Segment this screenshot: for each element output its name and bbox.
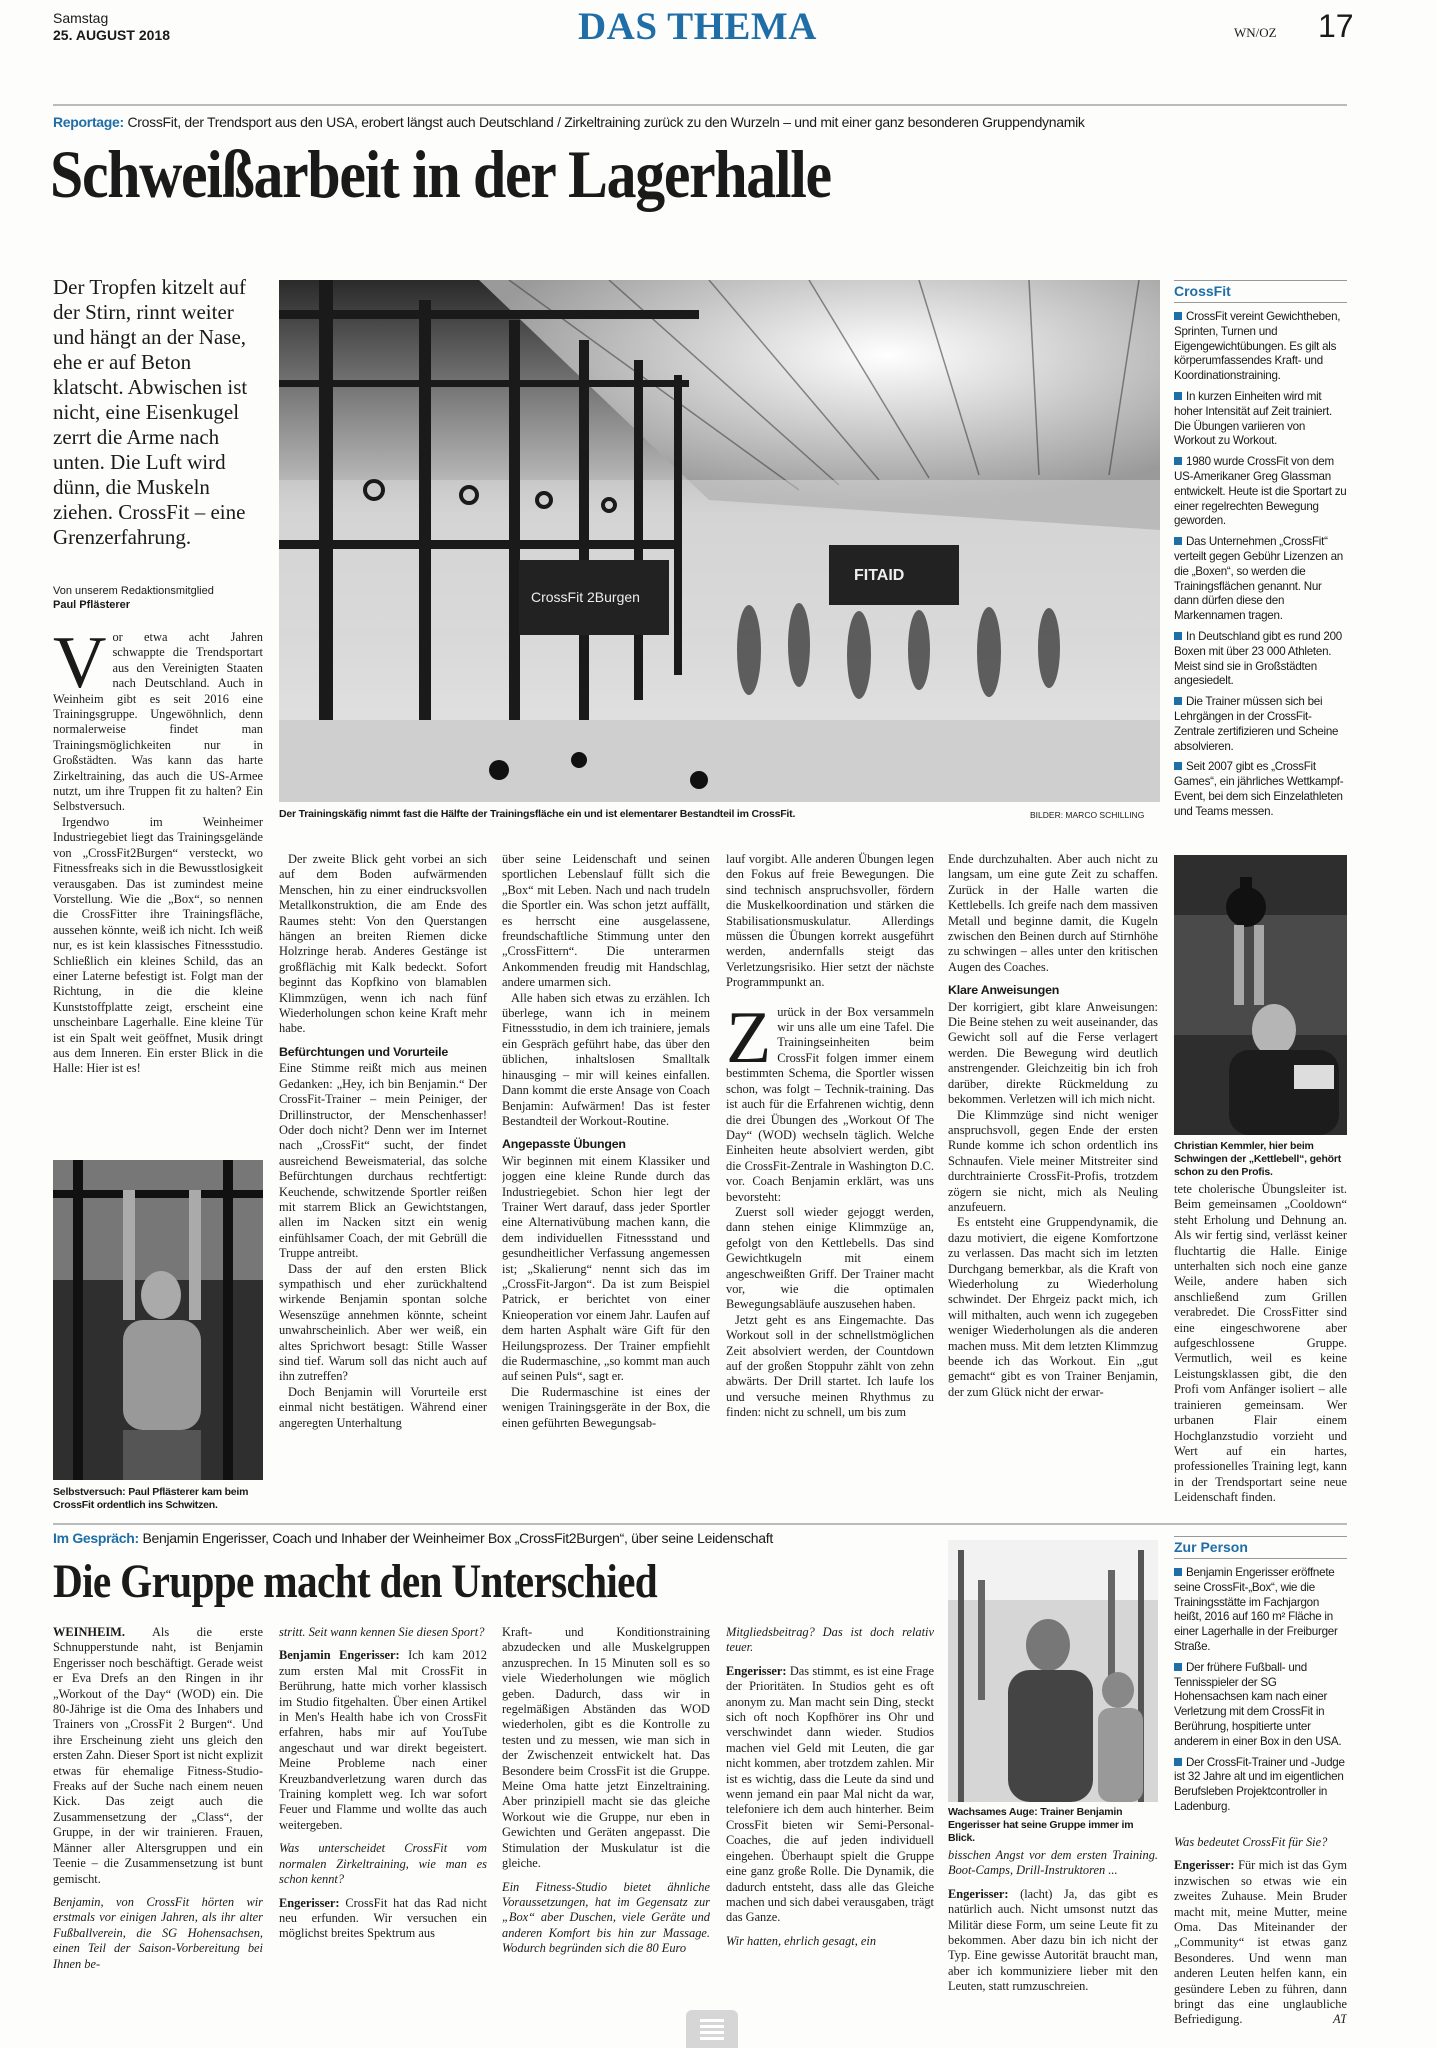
interview-headline: Die Gruppe macht den Unterschied (53, 1555, 658, 1608)
paragraph: Dass der auf den ersten Blick sympathisch und eher zurückhaltend wirkende Benjamin spontan solche Wesenszüge annehmen könnte, scheint unwahrscheinlich. Aber wer weiß, ein altes Sprichwort besagt: Stille Wasser sind tief. Warum soll das nicht auch auf ihn zutreffen? (279, 1261, 487, 1384)
interview-column-6 (1174, 1835, 1347, 2035)
main-photo-training-cage (279, 280, 1160, 802)
dropcap-v: V (53, 630, 107, 704)
paragraph: or etwa acht Jahren schwappte die Trendsportart aus den Vereinigten Staaten nach Deutschland. Auch in Weinheim gibt es seit 2016 eine Trainingsgruppe. Ungewöhnlich, denn normalerweise findet man Trainingsmöglichkeiten nur in Großstädten. Was kann das harte Zirkeltraining, das auch die US-Armee nutzt, um ihre Truppen fit zu halten? Ein Selbstversuch. (53, 630, 263, 814)
bullet-square-icon (1174, 1663, 1182, 1671)
answer: Kraft- und Konditionstraining abzudecken und alle Muskelgruppen anzusprechen. In 15 Minuten soll es so viele Wiederholungen wie möglich geben. Dadurch, dass wir in regelmäßigen Abständen das WOD wiederholen, gibt es die Kontrolle zu testen und zu messen, wie man sich in der Zwischenzeit entwickelt hat. Das Besondere beim CrossFit ist die Gruppe. Meine Oma hatte jetzt Einzeltraining. Aber prinzipiell macht sie das gleiche Workout wie die Gruppe, nur eben in Gewichten und Geräten angepasst. Die Stimulation der Muskulatur ist die gleiche. (502, 1625, 710, 1871)
edition-label: WN/OZ (1234, 25, 1277, 40)
training-cage-illustration (279, 280, 1160, 802)
fact-item (1174, 535, 1347, 624)
interview-kicker-label: Im Gespräch: (53, 1530, 139, 1546)
kettlebell-caption: Christian Kemmler, hier beim Schwingen der „Kettlebell“, gehört schon zu den Profis. (1174, 1140, 1342, 1178)
report-column-3 (502, 852, 710, 1507)
speaker-name: Engerisser: (1174, 1858, 1235, 1873)
question: Mitgliedsbeitrag? Das ist doch relativ teuer. (726, 1625, 934, 1655)
fact-item (1174, 390, 1347, 449)
interview-column-1 (53, 1625, 263, 2030)
paragraph: Wir beginnen mit einem Klassiker und joggen eine kleine Runde durch das Industriegebiet. Schon hier legt der Trainer Wert darauf, dass jeder Sportler eine Alternativübung machen kann, die dem individuellen Fitnessstand und gesundheitlicher Verfassung angemessen ist; „Skalierung“ nennt sich das im „CrossFit-Jargon“. Da ist zum Beispiel Patrick, er berichtet von einer Knieoperation vor einem Jahr. Laufen auf dem harten Asphalt wäre Gift für den Heilungsprozess. Der Trainer empfiehlt die Rudermaschine, „so kommt man auch auf seinen Puls“, sagt er. (502, 1153, 710, 1384)
paragraph: Der korrigiert, gibt klare Anweisungen: Die Beine stehen zu weit auseinander, das Gewicht soll auf die Ferse verlagert werden. Die Bewegung wird deutlich anstrengender. Gleichzeitig bin ich froh darüber, direkte Rückmeldung zu bekommen. Verletzen will ich mich nicht. (948, 999, 1158, 1107)
coach-caption: Wachsames Auge: Trainer Benjamin Engerisser hat seine Gruppe immer im Blick. (948, 1806, 1134, 1844)
question: Benjamin, von CrossFit hörten wir erstmals vor einigen Jahren, als ihr alter Fußballverein, die SG Hohensachsen, einen Teil der Saison-Vorbereitung bei Ihnen be- (53, 1894, 263, 1971)
kettlebell-photo (1174, 855, 1347, 1135)
answer: (lacht) Ja, das gibt es natürlich auch. Nicht umsonst nutzt das Militär diese Form, um seine Leute fit zu bekommen. Aber dazu bin ich nicht der Typ. Eine gewisse Autorität braucht man, aber ich kommuniziere lieber mit den Leuten, statt rumzuschreien. (948, 1886, 1158, 1994)
bullet-square-icon (1174, 312, 1182, 320)
answer: Ich kam 2012 zum ersten Mal mit CrossFit in Berührung, hatte mich vorher klassisch im Studio fitgehalten. Über einen Artikel in Men's Health habe ich von CrossFit erfahren, habs mir auf YouTube angeschaut und war direkt begeistert. Meine Probleme nach einer Kreuzbandverletzung waren durch das Training komplett weg. Ich war sofort Feuer und Flamme und wollte das auch weitergeben. (279, 1648, 487, 1832)
fact-item (1174, 1756, 1347, 1815)
paragraph: Jetzt geht es ans Eingemachte. Das Workout soll in der schnellstmöglichen Zeit absolviert werden, der Countdown auf der großen Stoppuhr zählt von zehn abwärts. Der Drill startet. Ich laufe los und versuche meinen Rhythmus zu finden: nicht zu schnell, um bis zum (726, 1312, 934, 1420)
paragraph: Eine Stimme reißt mich aus meinen Gedanken: „Hey, ich bin Benjamin.“ Der CrossFit-Trainer – mein Peiniger, der Drillinstructor, der Menschenhasser! Oder doch nicht? Denn wer im Internet nach „CrossFit“ sucht, der findet ausreichend Beweismaterial, das solche Befürchtungen durchaus rechtfertigt: Keuchende, schwitzende Sportler reißen mit starrem Blick an Gewichtstangen, allen im Nacken sitzt ein wenig einfühlsamer Coach, der mit Gebrüll die Truppe antreibt. (279, 1061, 487, 1261)
person-top-rule (1174, 1536, 1347, 1537)
fact-text: 1980 wurde CrossFit von dem US-Amerikaner Greg Glassman entwickelt. Heute ist die Sportart zu einer regelrechten Bewegung geworden. (1174, 455, 1347, 528)
paragraph: Zuerst soll wieder gejoggt werden, dann stehen einige Klimmzüge an, gefolgt von den Kettlebells. Das sind Gewichtkugeln mit einem angeschweißten Griff. Der Trainer macht vor, wie die optimalen Bewegungsabläufe auszusehen haben. (726, 1204, 934, 1312)
fact-item (1174, 1566, 1347, 1655)
report-column-2 (279, 852, 487, 1507)
place-line: WEINHEIM. (53, 1625, 125, 1639)
subheading: Klare Anweisungen (948, 983, 1060, 998)
bullet-square-icon (1174, 697, 1182, 705)
fact-text: Der frühere Fußball- und Tennisspieler der SG Hohensachsen kam nach einer Verletzung mit dem CrossFit in Berührung, hospitierte unter anderem in einer Box in den USA. (1174, 1660, 1342, 1748)
self-test-caption: Selbstversuch: Paul Pflästerer kam beim CrossFit ordentlich ins Schwitzen. (53, 1486, 249, 1511)
masthead-rule (53, 104, 1347, 106)
fact-text: CrossFit vereint Gewichtheben, Sprinten, Turnen und Eigengewichtübungen. Es gilt als körperumfassendes Kraft- und Koordinationstraining. (1174, 310, 1341, 383)
sponsor-banner-text: FITAID (854, 567, 905, 584)
masthead-weekday: Samstag (53, 10, 109, 26)
report-kicker-label: Reportage: (53, 114, 124, 130)
report-column-6 (1174, 1182, 1347, 1507)
paragraph: Die Klimmzüge sind nicht weniger anspruchsvoll, gegen Ende der ersten Runde komme ich schon ordentlich ins Schnaufen. Viele meiner Mitstreiter sind durchtrainierte CrossFit-Profis, trotzdem zögern sie nicht, mich als Neuling anzufeuern. (948, 1107, 1158, 1214)
speaker-name: Engerisser: (948, 1886, 1009, 1901)
fact-text: Das Unternehmen „CrossFit“ verteilt gegen Gebühr Lizenzen an die „Boxen“, so werden die Trainingsflächen genannt. Nur dann dürfen diese den Markennamen tragen. (1174, 535, 1343, 623)
kettlebell-athlete-illustration (1174, 855, 1347, 1135)
paragraph: Die Rudermaschine ist eines der wenigen Trainingsgeräte in der Box, die einen geführten Bewegungsab- (502, 1384, 710, 1430)
photo-credit: BILDER: MARCO SCHILLING (1030, 810, 1145, 820)
athlete-pullup-illustration (53, 1160, 263, 1480)
author-sign: AT (1333, 2012, 1347, 2027)
coach-illustration (948, 1540, 1158, 1802)
section-title: DAS THEMA (578, 5, 817, 48)
fact-item (1174, 695, 1347, 754)
paragraph: über seine Leidenschaft und seinen sportlichen Lebenslauf füllt sich die „Box“ mit Leben. Nach und nach trudeln die Sportler ein. Was schon jetzt auffällt, es herrscht eine ausgelassene, freundschaftliche Stimmung unter den „CrossFittern“. Die unterarmen Ankommenden freudig mit Handschlag, andere umarmen sich. (502, 852, 710, 990)
bullet-square-icon (1174, 1758, 1182, 1766)
question: Wir hatten, ehrlich gesagt, ein (726, 1933, 877, 1948)
interview-top-rule (53, 1523, 1347, 1525)
interview-column-3 (502, 1625, 710, 2030)
fact-item (1174, 630, 1347, 689)
interview-column-4 (726, 1625, 934, 2030)
answer: Für mich ist das Gym inzwischen so etwas wie ein zweites Zuhause. Mein Bruder macht mit, meine Mutter, meine Oma. Das Miteinander der „Community“ ist etwas ganz Besonderes. Und wenn man anderen Leuten helfen kann, ein gesündere Leben zu führen, dann bringt das eine unglaubliche Befriedigung. (1174, 1858, 1347, 2027)
answer: CrossFit hat das Rad nicht neu erfunden. Wir versuchen ein möglichst breites Spektrum aus (279, 1895, 487, 1941)
coach-photo (948, 1540, 1158, 1802)
main-photo-caption: Der Trainingskäfig nimmt fast die Hälfte der Trainingsfläche ein und ist elementarer Bestandteil im CrossFit. (279, 808, 796, 820)
paragraph: Doch Benjamin will Vorurteile erst einmal nicht bestätigen. Während einer angeregten Unterhaltung (279, 1384, 487, 1430)
byline-intro: Von unserem Redaktionsmitglied (53, 585, 214, 597)
speaker-name: Engerisser: (726, 1663, 787, 1678)
interview-kicker-text: Benjamin Engerisser, Coach und Inhaber der Weinheimer Box „CrossFit2Burgen“, über seine Leidenschaft (142, 1530, 773, 1546)
fact-text: Der CrossFit-Trainer und -Judge ist 32 Jahre alt und im eigentlichen Berufsleben Projektcontroller in Ladenburg. (1174, 1755, 1345, 1813)
answer: Das stimmt, es ist eine Frage der Prioritäten. In Studios geht es oft anonym zu. Man macht sein Ding, steckt sich oft noch Kopfhörer ins Ohr und verschwindet dann wieder. Studios machen viel Geld mit Leuten, die gar nicht kommen, aber trotzdem zahlen. Mir ist es wichtig, dass die Leute da sind und wenn jemand ein paar Mal nicht da war, telefoniere ich dem auch hinterher. Beim CrossFit bieten wir Semi-Personal-Coaches, die auf jeden individuell eingehen. Überhaupt spielt die Gruppe eine ganz große Rolle. Die Dynamik, die dadurch entsteht, dass alle das Gleiche machen und sich dabei verausgaben, trägt das Ganze. (726, 1663, 934, 1925)
question: Ein Fitness-Studio bietet ähnliche Voraussetzungen, hat im Gegensatz zur „Box“ aber Duschen, viele Geräte und anderen Komfort bis hin zur Massage. Wodurch begründen sich die 80 Euro (502, 1879, 710, 1956)
fact-item (1174, 1661, 1347, 1750)
menu-icon (700, 2019, 724, 2039)
question: Was bedeutet CrossFit für Sie? (1174, 1835, 1328, 1849)
fact-text: Benjamin Engerisser eröffnete seine CrossFit-„Box“, wie die Trainingsstätte im Fachjargon heißt, 2016 auf 160 m² Fläche in einer Lagerhalle in der Freiburger Straße. (1174, 1566, 1338, 1653)
fact-text: In kurzen Einheiten wird mit hoher Intensität auf Zeit trainiert. Die Übungen variieren von Workout zu Workout. (1174, 389, 1332, 448)
report-kicker-text: CrossFit, der Trendsport aus den USA, erobert längst auch Deutschland / Zirkeltraining zurück zu den Wurzeln – und mit einer ganz besonderen Gruppendynamik (127, 114, 1085, 130)
question: stritt. Seit wann kennen Sie diesen Sport? (279, 1625, 485, 1639)
fact-text: Seit 2007 gibt es „CrossFit Games“, ein jährliches Wettkampf-Event, bei dem sich Einzelathleten und Teams messen. (1174, 760, 1344, 818)
self-test-photo (53, 1160, 263, 1480)
dropcap-z: Z (726, 996, 772, 1079)
sidebar-facts-list (1174, 310, 1347, 826)
report-column-5 (948, 852, 1158, 1507)
bullet-square-icon (1174, 1568, 1182, 1576)
bullet-square-icon (1174, 632, 1182, 640)
subheading: Befürchtungen und Vorurteile (279, 1044, 449, 1059)
paragraph: Irgendwo im Weinheimer Industriegebiet liegt das Trainingsgelände von „CrossFit2Burgen“ versteckt, wo Fitnessfreaks sich in die Bewusstlosigkeit verausgaben. Das ist zumindest meine Vorstellung. Wie die „Box“, so nennen die CrossFitter ihre Trainingsfläche, aussehen könnte, weiß ich nicht. Ich weiß nur, es ist kein klassisches Fitnessstudio. Schließlich ein kleines Schild, das an einer Laterne befestigt ist. Folgt man der Richtung, in die die kleine Kunststoffplatte zeigt, erscheint eine unscheinbare Lagerhalle. Eine kleine Tür ist ein Spalt weit geöffnet, Musik dringt aus dem Inneren. Ein erster Blick in die Halle: Hier ist es! (53, 814, 263, 1076)
paragraph: lauf vorgibt. Alle anderen Übungen legen den Fokus auf freie Bewegungen. Die sind technisch anspruchsvoller, fördern die Muskelkoordination und stärken die Stabilisationsmuskulatur. Allerdings müssen die Übungen korrekt ausgeführt werden, andernfalls steigt das Verletzungsrisiko. Hier setzt der nächste Programmpunkt an. (726, 852, 934, 990)
paragraph: Ende durchzuhalten. Aber auch nicht zu langsam, um eine gute Zeit zu schaffen. Zurück in der Halle warten die Kettlebells. Ich greife nach dem massiven Metall und beginne damit, die Kugeln zwischen den Beinen durch auf Stirnhöhe zu schwingen – alles unter den kritischen Augen des Coaches. (948, 852, 1158, 974)
report-kicker (53, 114, 1347, 130)
sidebar-top-rule (1174, 280, 1347, 281)
sidebar-title-rule (1174, 302, 1347, 303)
sidebar-title: CrossFit (1174, 283, 1231, 299)
paragraph: Es entsteht eine Gruppendynamik, die dazu motiviert, die eigene Komfortzone zu verlassen. Das macht sich im letzten Durchgang bemerkbar, als die Kraft von Wiederholung zu Wiederholung schwindet. Der Ehrgeiz packt mich, ich will mithalten, auch wenn ich zugegeben weniger Wiederholungen als die anderen machen muss. Mit dem letzten Klimmzug beende ich das Workout. Ein „gut gemacht“ gibt es von Trainer Benjamin, der zum Glück nicht der erwar- (948, 1215, 1158, 1399)
interview-column-2 (279, 1625, 487, 2030)
subheading: Angepasste Übungen (502, 1137, 626, 1152)
byline-author: Paul Pflästerer (53, 599, 131, 611)
person-title: Zur Person (1174, 1539, 1248, 1555)
paragraph: urück in der Box versammeln wir uns alle um eine Tafel. Die Trainingseinheiten beim CrossFit folgen immer einem bestimmten Schema, die Sportler wissen schon, was folgt – Technik-training. Das ist auch für die Erfahrenen wichtig, denn die drei Übungen des „Workout Of The Day“ (WOD) wechseln täglich. Welche Einheiten heute absolviert werden, gibt die CrossFit-Zentrale in Washington D.C. vor. Coach Benjamin erklärt, was uns bevorsteht: (726, 1004, 934, 1204)
fact-item (1174, 760, 1347, 819)
bullet-square-icon (1174, 537, 1182, 545)
bullet-square-icon (1174, 392, 1182, 400)
bullet-square-icon (1174, 457, 1182, 465)
person-title-rule (1174, 1558, 1347, 1559)
speaker-name: Benjamin Engerisser: (279, 1648, 400, 1663)
fact-item (1174, 455, 1347, 529)
bullet-square-icon (1174, 762, 1182, 770)
person-facts-list (1174, 1566, 1347, 1821)
speaker-name: Engerisser: (279, 1895, 340, 1910)
fact-text: In Deutschland gibt es rund 200 Boxen mit über 23 000 Athleten. Meist sind sie in Großstädten angesiedelt. (1174, 629, 1342, 688)
question: bisschen Angst vor dem ersten Training. Boot-Camps, Drill-Instruktoren ... (948, 1848, 1158, 1878)
gym-sign-text: CrossFit 2Burgen (531, 589, 640, 605)
report-headline: Schweißarbeit in der Lagerhalle (50, 136, 831, 212)
page-number: 17 (1318, 8, 1354, 44)
fact-text: Die Trainer müssen sich bei Lehrgängen in der CrossFit-Zentrale zertifizieren und Scheine absolvieren. (1174, 695, 1339, 753)
paragraph: Als die erste Schnupperstunde naht, ist Benjamin Engerisser noch beschäftigt. Gerade weist er Eva Drefs an den Ringen in ihr „Workout of the Day“ (WOD) ein. Die 80-Jährige ist die Oma des Inhabers und Trainers von „CrossFit 2 Burgen“. Und ihre Erscheinung zieht uns gleich den ersten Zahn. Dieser Sport ist nicht explizit etwas für ehemalige Fitness-Studio-Freaks auf der Suche nach einem neuen Kick. Das zeigt auch die Zusammensetzung der „Class“, der Gruppe, in der wir trainieren. Frauen, Männer aller Altersgruppen und ein Teenie – die Zusammensetzung ist bunt gemischt. (53, 1625, 263, 1886)
question: Was unterscheidet CrossFit vom normalen Zirkeltraining, wie man es schon kennt? (279, 1841, 487, 1887)
fact-item (1174, 310, 1347, 384)
report-column-1 (53, 630, 263, 1135)
report-column-4 (726, 852, 934, 1507)
paragraph: Der zweite Blick geht vorbei an sich auf dem Boden aufwärmenden Menschen, hin zu einer eindrucksvollen Metallkonstruktion, die am Ende des Raumes steht: Von den Querstangen hängen an breiten Riemen dicke Holzringe herab. Anderes Gestänge ist großflächig mit Kalk bedeckt. Sofort beginnt das Kopfkino von blamablen Klimmzügen, wenn ich nach fünf Wiederholungen schon keine Kraft mehr habe. (279, 852, 487, 1036)
paragraph: tete cholerische Übungsleiter ist. Beim gemeinsamen „Cooldown“ steht Erholung und Dehnung an. Als wir fertig sind, verlässt keiner fluchtartig die Halle. Einige unterhalten sich noch eine ganze Weile, andere haben sich anschließend zum Grillen verabredet. Die CrossFitter sind eine eingeschworene aber aufgeschlossene Gruppe. Vermutlich, weil es keine Leistungsklassen gibt, die den Profi vom Anfänger isoliert – alle trainieren gemeinsam. Wer urbanen Flair einem Hochglanzstudio vorzieht und Wert auf ein hartes, professionelles Training legt, kann in der Trendsportart seine neue Leidenschaft finden. (1174, 1182, 1347, 1505)
paragraph: Alle haben sich etwas zu erzählen. Ich überlege, wann ich in meinem Fitnessstudio, in dem ich trainiere, jemals ein Gespräch geführt habe, das über den üblichen, inhaltslosen Smalltalk hinausging – mir will keines einfallen. Dann kommt die erste Ansage von Coach Benjamin: Aufwärmen! Das ist fester Bestandteil der Workout-Routine. (502, 990, 710, 1128)
interview-column-5 (948, 1848, 1158, 2030)
masthead-date: 25. AUGUST 2018 (53, 27, 170, 43)
reader-menu-button[interactable] (686, 2010, 738, 2048)
report-lead: Der Tropfen kitzelt auf der Stirn, rinnt weiter und hängt an der Nase, ehe er auf Beton klatscht. Abwischen ist nicht, eine Eisenkugel zerrt die Arme nach unten. Die Luft wird dünn, die Muskeln ziehen. CrossFit – eine Grenzerfahrung. (53, 275, 248, 549)
